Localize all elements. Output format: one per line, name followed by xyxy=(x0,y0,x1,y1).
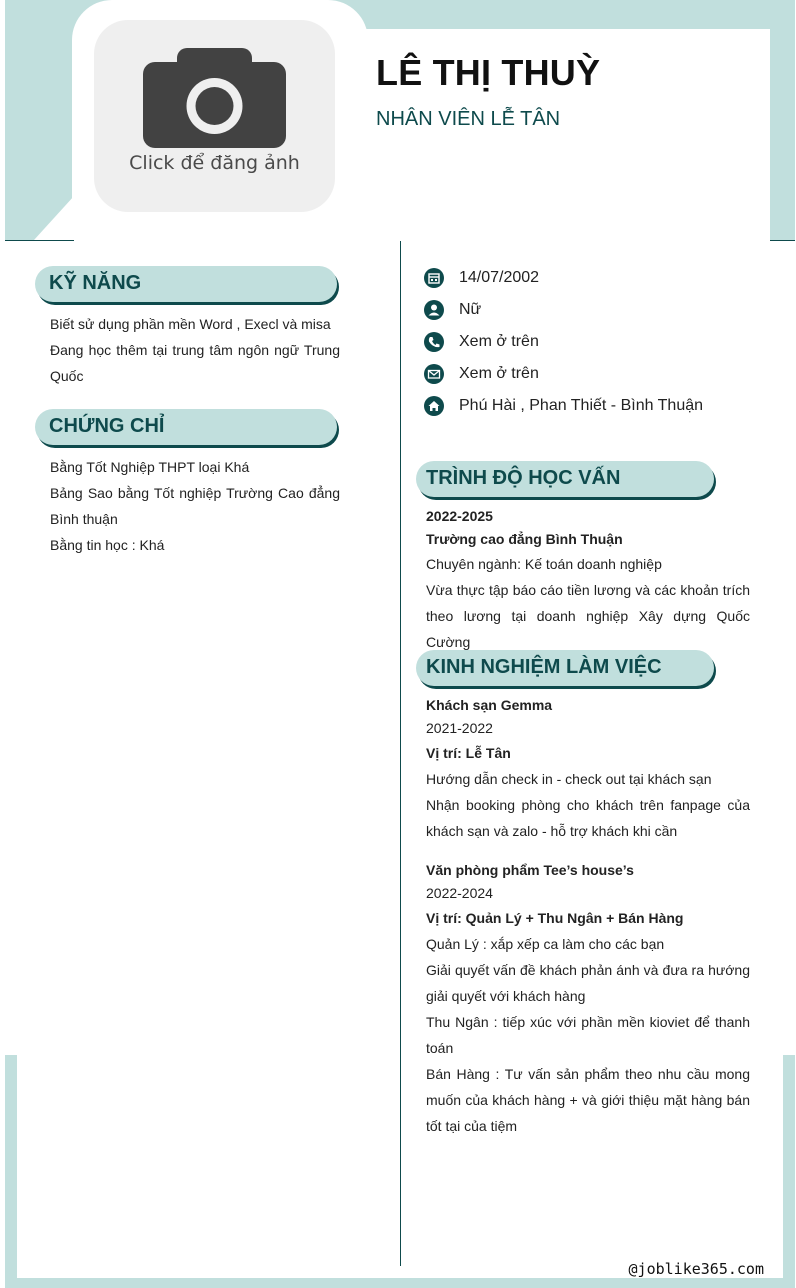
section-header-certificates xyxy=(35,409,337,445)
candidate-role: NHÂN VIÊN LỄ TÂN xyxy=(376,108,561,130)
job-duty: Quản Lý : xắp xếp ca làm cho các bạn xyxy=(426,936,665,952)
contact-text: Xem ở trên xyxy=(459,365,539,382)
job-company: Văn phòng phẩm Tee’s house’s xyxy=(426,862,634,878)
frame-right xyxy=(783,1055,795,1288)
contact-email[interactable] xyxy=(424,363,539,385)
job-duty: Nhận booking phòng cho khách trên fanpage của khách sạn và zalo - hỗ trợ khách khi cần xyxy=(426,797,750,839)
contact-address xyxy=(424,395,703,417)
section-header-skills xyxy=(35,266,337,302)
candidate-name: LÊ THỊ THUỲ xyxy=(376,52,601,93)
contact-text: Nữ xyxy=(459,301,482,318)
job-company: Khách sạn Gemma xyxy=(426,697,553,713)
contact-birthdate xyxy=(424,267,539,289)
job-duty: Thu Ngân : tiếp xúc với phần mền kioviet để thanh toán xyxy=(426,1014,750,1056)
photo-caption[interactable]: Click để đăng ảnh xyxy=(129,152,300,174)
skill-item: Biết sử dụng phần mền Word , Execl và misa xyxy=(50,316,331,332)
experience-job xyxy=(426,694,750,844)
section-header-experience xyxy=(416,650,714,686)
education-school: Trường cao đẳng Bình Thuận xyxy=(426,531,623,547)
job-position: Vị trí: Lễ Tân xyxy=(426,745,511,761)
home-icon xyxy=(424,396,444,416)
certificates-list xyxy=(50,454,340,558)
section-title: KINH NGHIỆM LÀM VIỆC xyxy=(426,656,662,678)
calendar-icon xyxy=(424,268,444,288)
section-title: TRÌNH ĐỘ HỌC VẤN xyxy=(426,467,621,489)
certificate-item: Bằng Tốt Nghiệp THPT loại Khá xyxy=(50,459,250,475)
contact-text: 14/07/2002 xyxy=(459,269,540,286)
education-block xyxy=(426,505,750,655)
contact-text: Phú Hài , Phan Thiết - Bình Thuận xyxy=(459,397,704,414)
frame-left xyxy=(5,1055,17,1288)
certificate-item: Bảng Sao bằng Tốt nghiệp Trường Cao đẳng Bình thuận xyxy=(50,485,340,527)
job-period: 2022-2024 xyxy=(426,885,493,901)
mail-icon xyxy=(424,364,444,384)
watermark: @joblike365.com xyxy=(628,1260,764,1278)
frame-bottom xyxy=(5,1278,795,1288)
contact-phone[interactable] xyxy=(424,331,539,353)
skill-item: Đang học thêm tại trung tâm ngôn ngữ Trung Quốc xyxy=(50,342,340,384)
camera-icon[interactable] xyxy=(143,48,286,148)
job-period: 2021-2022 xyxy=(426,720,493,736)
column-divider xyxy=(400,241,401,1266)
skills-list xyxy=(50,311,340,389)
job-position: Vị trí: Quản Lý + Thu Ngân + Bán Hàng xyxy=(426,910,684,926)
education-note: Vừa thực tập báo cáo tiền lương và các khoản trích theo lương tại doanh nghiệp Xây dựng Quốc Cường xyxy=(426,582,750,650)
experience-job xyxy=(426,859,750,1139)
user-icon xyxy=(424,300,444,320)
education-period: 2022-2025 xyxy=(426,508,493,524)
education-major: Chuyên ngành: Kế toán doanh nghiệp xyxy=(426,556,662,572)
header-notch xyxy=(34,196,74,240)
phone-icon xyxy=(424,332,444,352)
contact-text: Xem ở trên xyxy=(459,333,539,350)
contact-gender xyxy=(424,299,481,321)
job-duty: Hướng dẫn check in - check out tại khách sạn xyxy=(426,771,712,787)
section-title: CHỨNG CHỈ xyxy=(49,415,165,437)
section-header-education xyxy=(416,461,714,497)
job-duty: Giải quyết vấn đề khách phản ánh và đưa ra hướng giải quyết với khách hàng xyxy=(426,962,750,1004)
certificate-item: Bằng tin học : Khá xyxy=(50,537,165,553)
section-title: KỸ NĂNG xyxy=(49,272,142,294)
job-duty: Bán Hàng : Tư vấn sản phẩm theo nhu cầu mong muốn của khách hàng + và giới thiệu mặt hàng bán tốt tại của tiệm xyxy=(426,1066,750,1134)
